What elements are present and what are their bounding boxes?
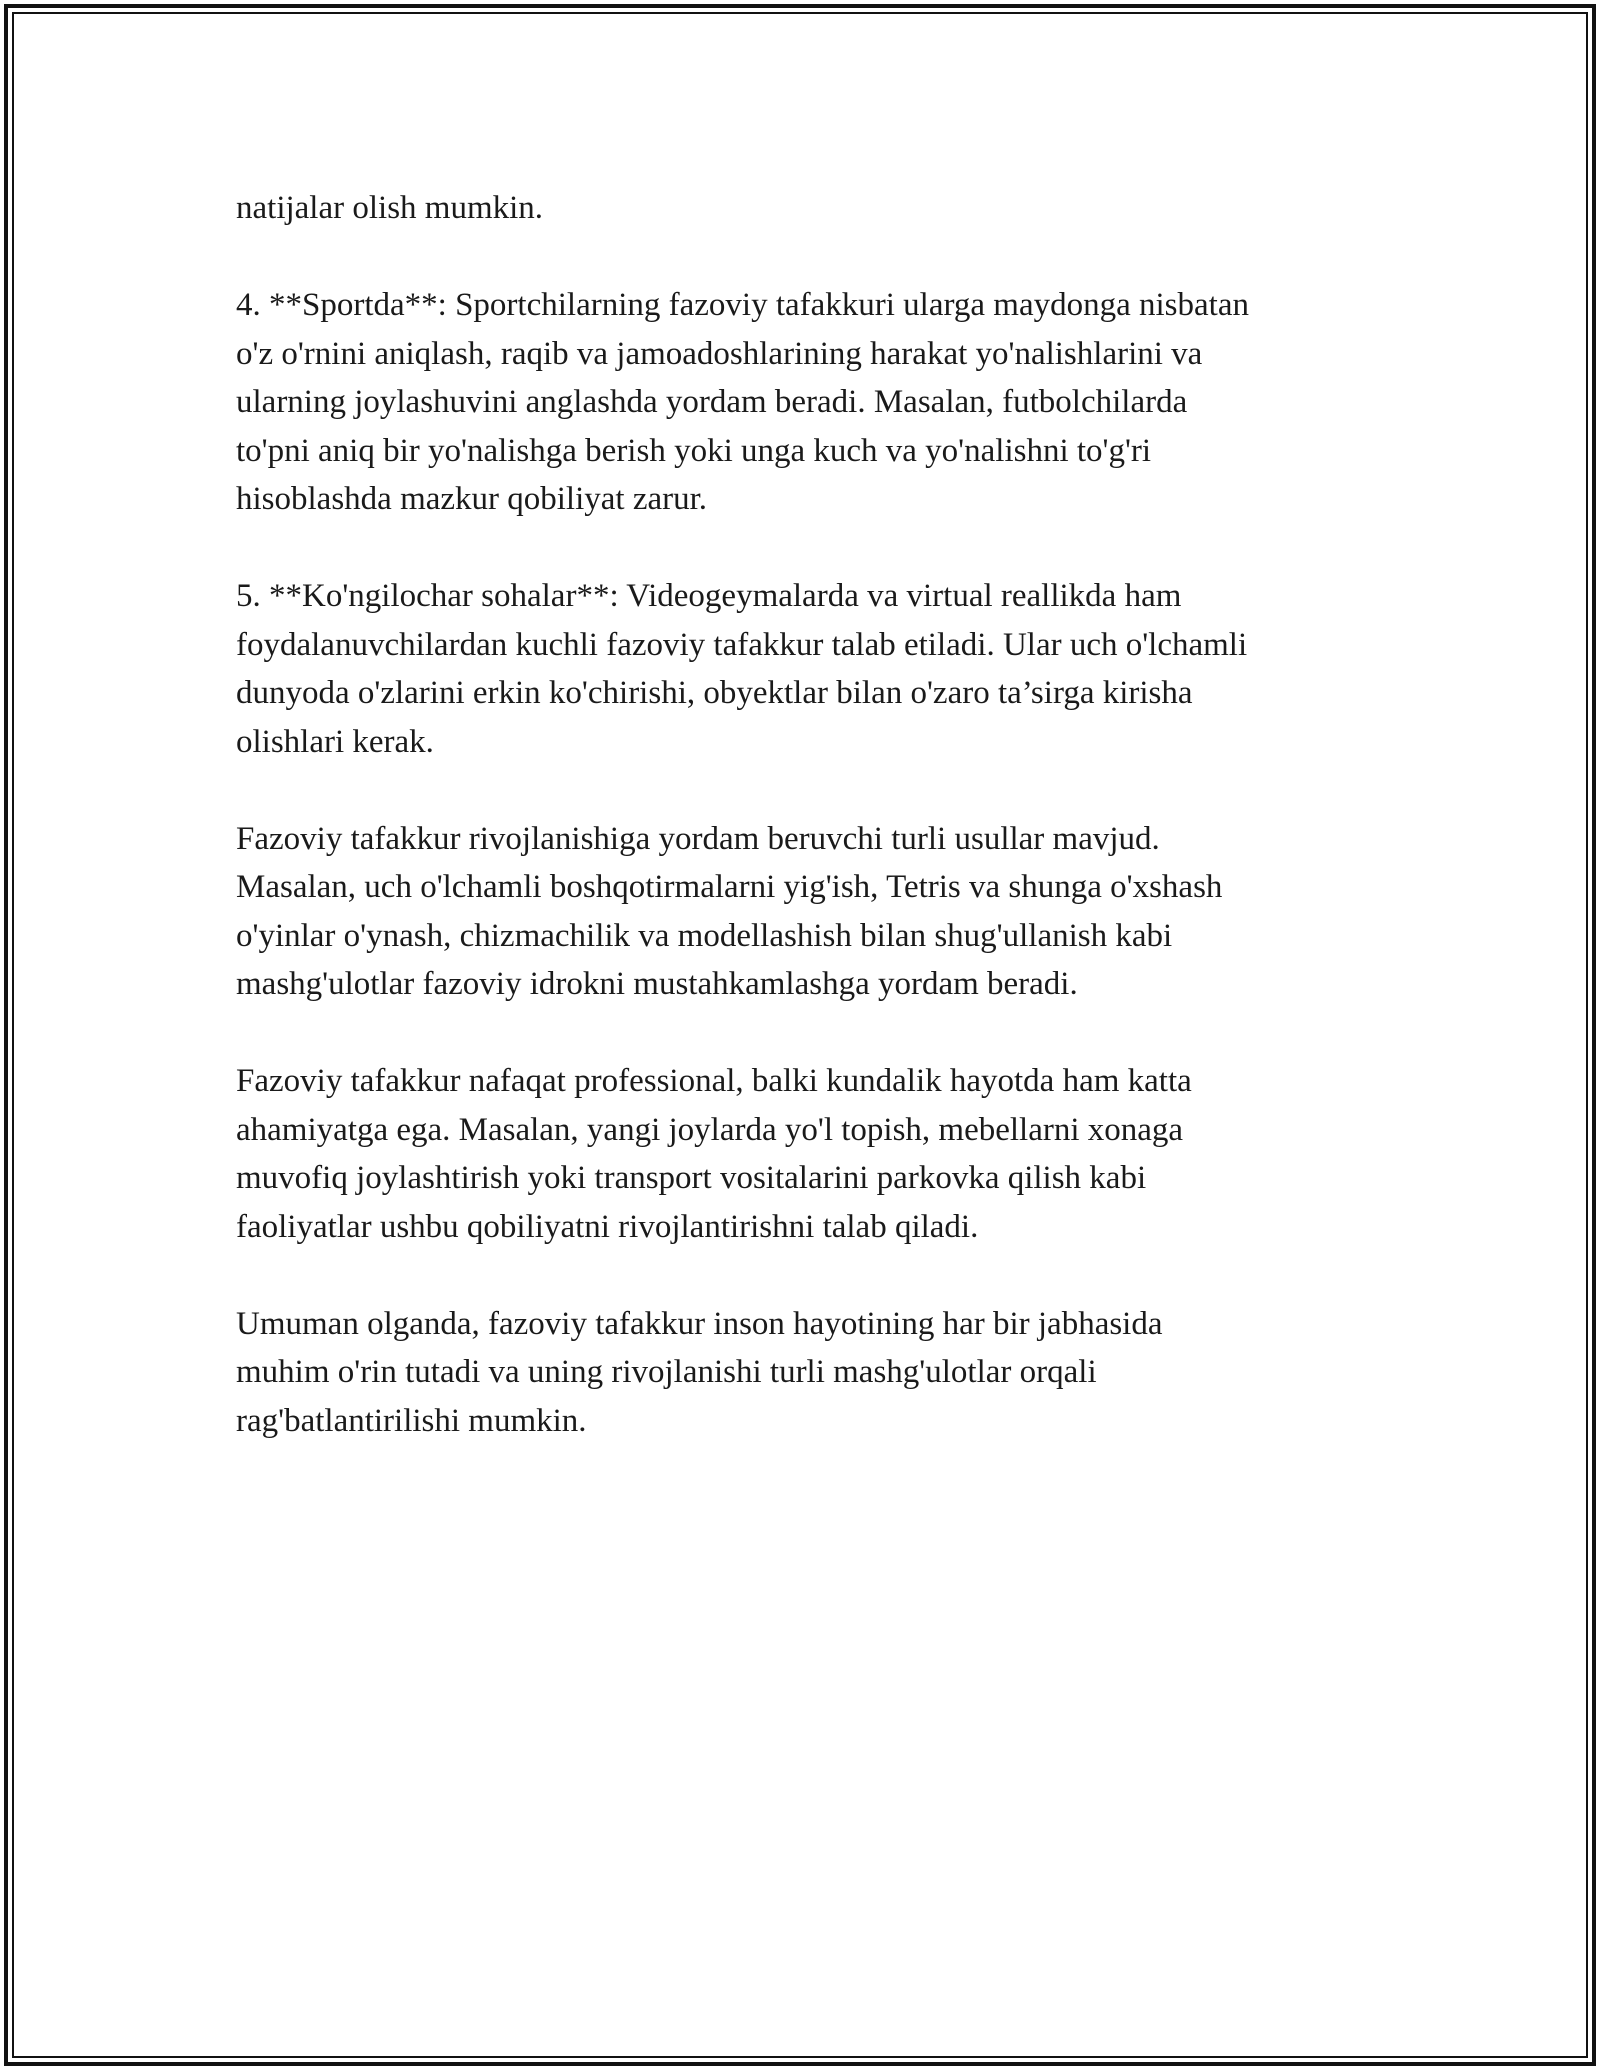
paragraph-entertainment: 5. **Ko'ngilochar sohalar**: Videogeymalarda va virtual reallikda ham foydalanuvchilardan kuchli fazoviy tafakkur talab etiladi. Ular uch o'lchamli dunyoda o'zlarini erkin ko'chirishi, obyektlar bilan o'zaro ta’sirga kirisha olishlari kerak.	[236, 578, 1248, 760]
paragraph-development-methods: Fazoviy tafakkur rivojlanishiga yordam beruvchi turli usullar mavjud. Masalan, uch o'lchamli boshqotirmalarni yig'ish, Tetris va shunga o'xshash o'yinlar o'ynash, chizmachilik va modellashish bilan shug'ullanish kabi mashg'ulotlar fazoviy idrokni mustahkamlashga yordam beradi.	[236, 820, 1223, 1002]
paragraph-continuation: natijalar olish mumkin.	[236, 190, 544, 226]
document-body	[236, 184, 1406, 1494]
paragraph-conclusion: Umuman olganda, fazoviy tafakkur inson hayotining har bir jabhasida muhim o'rin tutadi va uning rivojlanishi turli mashg'ulotlar orqali rag'batlantirilishi mumkin.	[236, 1305, 1163, 1439]
paragraph-sport: 4. **Sportda**: Sportchilarning fazoviy tafakkuri ularga maydonga nisbatan o'z o'rnini aniqlash, raqib va jamoadoshlarining harakat yo'nalishlarini va ularning joylashuvini anglashda yordam beradi. Masalan, futbolchilarda to'pni aniq bir yo'nalishga berish yoki unga kuch va yo'nalishni to'g'ri hisoblashda mazkur qobiliyat zarur.	[236, 287, 1249, 517]
paragraph-everyday-life: Fazoviy tafakkur nafaqat professional, balki kundalik hayotda ham katta ahamiyatga ega. Masalan, yangi joylarda yo'l topish, mebellarni xonaga muvofiq joylashtirish yoki transport vositalarini parkovka qilish kabi faoliyatlar ushbu qobiliyatni rivojlantirishni talab qiladi.	[236, 1063, 1192, 1245]
